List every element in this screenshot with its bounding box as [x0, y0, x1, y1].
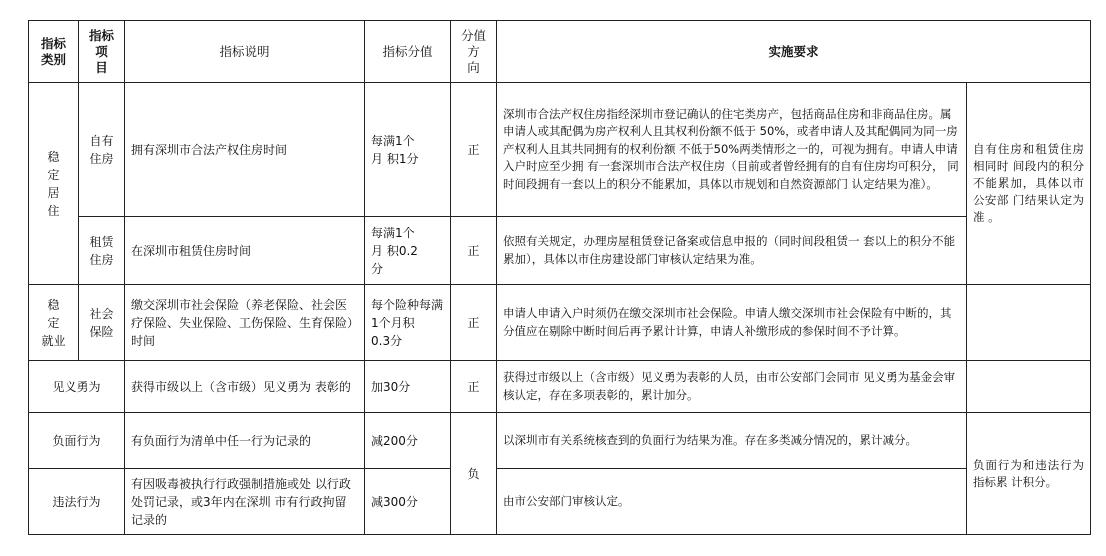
- table-row: [29, 361, 1091, 413]
- header-row: [29, 21, 1091, 83]
- item-cell: 违法行为: [29, 469, 125, 535]
- table-row: [29, 413, 1091, 469]
- requirement-cell: 由市公安部门审核认定。: [497, 469, 967, 535]
- item-cell: 自有 住房: [79, 83, 125, 217]
- score-cell: 减200分: [365, 413, 451, 469]
- table-row: [29, 217, 1091, 285]
- description-cell: 有负面行为清单中任一行为记录的: [125, 413, 365, 469]
- description-cell: 拥有深圳市合法产权住房时间: [125, 83, 365, 217]
- group-stable-residence: 稳 定 居 住: [29, 83, 79, 285]
- header-score: 指标分值: [365, 21, 451, 83]
- header-requirements: 实施要求: [497, 21, 1091, 83]
- header-item: 指标 项 目: [79, 21, 125, 83]
- header-direction: 分值 方 向: [451, 21, 497, 83]
- score-cell: 加30分: [365, 361, 451, 413]
- item-cell: 负面行为: [29, 413, 125, 469]
- requirement-cell: 依照有关规定，办理房屋租赁登记备案或信息申报的（同时间段租赁一 套以上的积分不能累加），具体以市住房建设部门审核认定结果为准。: [497, 217, 967, 285]
- requirement-cell: 深圳市合法产权住房指经深圳市登记确认的住宅类房产，包括商品住房和非商品住房。属申请人或其配偶为房产权利人且其权利份额不低于 50%，或者申请人及其配偶同为同一房产权利人且其共同拥有的权利份额 不低于50%两类情形之一的，可视为拥有。申请人申请入户时应至少拥 有一套深圳市合法产权住房（目前或者曾经拥有的自有住房均可积分， 同时间段拥有一套以上的积分不能累加，具体以市规划和自然资源部门 认定结果为准）。: [497, 83, 967, 217]
- score-cell: 减300分: [365, 469, 451, 535]
- direction-cell: 正: [451, 361, 497, 413]
- points-indicator-table: [28, 20, 1091, 535]
- description-cell: 在深圳市租赁住房时间: [125, 217, 365, 285]
- table-row: [29, 83, 1091, 217]
- direction-cell: 正: [451, 285, 497, 361]
- table-row: [29, 469, 1091, 535]
- score-cell: 每个险种每满1个月积 0.3分: [365, 285, 451, 361]
- description-cell: 有因吸毒被执行行政强制措施或处 以行政处罚记录，或3年内在深圳 市有行政拘留记录的: [125, 469, 365, 535]
- item-cell: 见义勇为: [29, 361, 125, 413]
- direction-cell: 正: [451, 217, 497, 285]
- description-cell: 缴交深圳市社会保险（养老保险、社会医疗保险、失业保险、工伤保险、生育保险）时间: [125, 285, 365, 361]
- requirement-cell: 申请人申请入户时须仍在缴交深圳市社会保险。申请人缴交深圳市社会保险有中断的，其分值应在剔除中断时间后再予累计计算，申请人补缴形成的参保时间不予计算。: [497, 285, 967, 361]
- header-category: 指标 类别: [29, 21, 79, 83]
- requirement-cell: 以深圳市有关系统核查到的负面行为结果为准。存在多类减分情况的，累计减分。: [497, 413, 967, 469]
- empty-note-cell: [967, 285, 1091, 361]
- negative-note: 负面行为和违法行为指标累 计积分。: [967, 413, 1091, 535]
- requirement-cell: 获得过市级以上（含市级）见义勇为表彰的人员，由市公安部门会同市 见义勇为基金会审核认定，存在多项表彰的，累计加分。: [497, 361, 967, 413]
- header-description: 指标说明: [125, 21, 365, 83]
- direction-cell: 正: [451, 83, 497, 217]
- item-cell: 租赁 住房: [79, 217, 125, 285]
- item-cell: 社会 保险: [79, 285, 125, 361]
- description-cell: 获得市级以上（含市级）见义勇为 表彰的: [125, 361, 365, 413]
- direction-cell: 负: [451, 413, 497, 535]
- empty-note-cell: [967, 361, 1091, 413]
- score-cell: 每满1个 月 积1分: [365, 83, 451, 217]
- score-cell: 每满1个 月 积0.2 分: [365, 217, 451, 285]
- group-stable-employment: 稳 定 就业: [29, 285, 79, 361]
- housing-note: 自有住房和租赁住房相同时 间段内的积分 不能累加，具体以市公安部 门结果认定为准 。: [967, 83, 1091, 285]
- table-row: [29, 285, 1091, 361]
